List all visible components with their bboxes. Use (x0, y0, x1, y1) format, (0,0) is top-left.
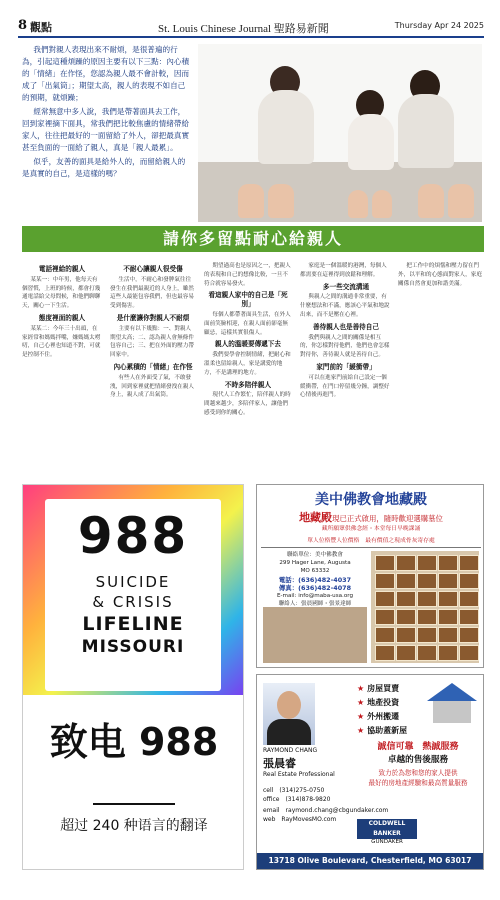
subhead: 不時多陪伴親人 (224, 380, 272, 389)
photo-feet (448, 184, 474, 218)
body-text: 每個人都帶著面具生活，在外人面前笑臉相迎，在親人面前卻毫無顧忌，這樣其實很傷人。 (204, 311, 291, 336)
article-column (110, 262, 196, 468)
temple-line: 單人位格豐人位價格 最有價值之現成骨灰寄存處 (307, 538, 435, 544)
subhead: 親人的溫暖要傳遞下去 (215, 340, 281, 349)
article-column (22, 262, 102, 468)
page-number: 8 (18, 18, 28, 33)
photo-feet (238, 184, 264, 218)
issue-date: Thursday Apr 24 2025 (394, 21, 484, 30)
intro-text (22, 44, 192, 182)
temple-line: 藏所願眾供佛念經・本堂每日早晚課誦 (321, 526, 421, 532)
niche-cell (396, 555, 416, 571)
photo-parent-body (258, 90, 314, 164)
niche-cell (459, 609, 479, 625)
niche-cell (417, 627, 437, 643)
niche-cell (375, 591, 395, 607)
ad-line: SUICIDE (95, 573, 171, 591)
niche-wall-photo (371, 551, 479, 663)
body-text: 現代人工作繁忙，陪伴親人的時間越來越少，多陪伴家人，讓他們感受到你的關心。 (204, 392, 291, 416)
realty-ad[interactable] (256, 674, 484, 870)
agent-photo (263, 683, 315, 745)
body-text: 生活中，不耐心和發脾氣往往發生在我們最親近的人身上，雖然這些人最能包容我們，但也最容易受到傷害。 (110, 276, 194, 310)
publication-name: St. Louis Chinese Journal 聖路易新聞 (158, 23, 329, 35)
photo-feet (418, 184, 444, 218)
niche-cell (396, 573, 416, 589)
body-text: 某某一：中年男，他每天有個習慣，上班的時候，都會打幾通電話給父母問候，和他們聊聊天，關心一下生活。 (22, 276, 101, 310)
niche-cell (375, 573, 395, 589)
article-column (204, 262, 292, 468)
photo-child-body (348, 114, 394, 170)
niche-cell (417, 609, 437, 625)
article-column (300, 262, 392, 468)
ad-divider (93, 775, 175, 805)
realty-tagline: 卓越的售後服務 (387, 755, 449, 765)
realty-service: ★ 協助蓋新屋 (357, 726, 408, 735)
niche-cell (438, 555, 458, 571)
agent-name-en: RAYMOND CHANG (263, 747, 318, 754)
body-text: 某某二：今年三十出頭，在家經常和媽媽拌嘴，嫌媽媽太嘮叨，自己心裡也知道不對，可就是控制不住。 (22, 325, 101, 359)
niche-cell (417, 555, 437, 571)
headline: 請你多留點耐心給親人 (162, 229, 343, 248)
agent-name-cn: 張晨睿 (263, 757, 296, 770)
temple-contact (263, 551, 367, 608)
niche-cell (375, 609, 395, 625)
realty-address: 13718 Olive Boulevard, Chesterfield, MO 63017 (257, 853, 483, 869)
temple-phone[interactable]: 電話：(636)482-4037 (278, 575, 352, 584)
realty-desc: 致力於為您和您的家人提供 (378, 769, 458, 777)
niche-cell (417, 645, 437, 661)
realty-service: ★ 地產投資 (357, 698, 400, 707)
niche-cell (438, 591, 458, 607)
agent-email[interactable]: email raymond.chang@cbgundaker.com (263, 807, 389, 814)
subhead: 不耐心讓親人很受傷 (123, 265, 183, 273)
subhead: 看這親人家中的自己是「死別」 (208, 291, 288, 309)
ad-number: 988 (77, 507, 189, 565)
niche-cell (396, 609, 416, 625)
ad-line: LIFELINE (82, 613, 184, 635)
temple-contact-person: 聯絡人：張晨國師・張景達師 (278, 601, 352, 608)
family-photo (198, 44, 482, 222)
temple-divider (261, 547, 481, 548)
star-icon: ★ (357, 698, 365, 707)
ad-subtitle: 超过 240 种语言的翻译 (60, 818, 208, 834)
niche-cell (438, 573, 458, 589)
agent-office[interactable]: office (314)878-9820 (263, 796, 331, 803)
temple-address: MO 63332 (300, 568, 330, 575)
subhead: 電話裡給的親人 (38, 265, 86, 273)
subhead: 家門前的「緩衝帶」 (316, 362, 376, 371)
ad-line: & CRISIS (92, 593, 174, 611)
niche-cell (459, 645, 479, 661)
article-column (398, 262, 484, 468)
agent-web[interactable]: web RayMovesMO.com (263, 816, 337, 823)
niche-cell (438, 645, 458, 661)
temple-hall-name: 地藏殿 (299, 511, 333, 524)
article-columns (22, 262, 484, 468)
body-text: 期望過高也是原因之一，把親人的表現和自己的想像比較，一旦不符合就容易發火。 (204, 263, 291, 287)
intro-paragraph: 經常無意中多人說，我們是帶著面具去工作，回到家裡摘下面具，常我們把比較焦慮的情緒帶給家人，往往把最好的一面留給了外人，卻把最真實甚至負面的一面給了親人，真是「親人最累」。 (22, 107, 190, 152)
niche-cell (459, 573, 479, 589)
body-text: 把工作中的煩惱和壓力留在門外，以平和的心態面對家人，家庭關係自然會更加和諧美滿。 (398, 263, 482, 287)
brokerage-logo: COLDWELL BANKER (357, 819, 417, 839)
agent-cell[interactable]: cell (314)275-0750 (263, 787, 325, 794)
temple-address: 299 Hager Lane, Augusta (279, 560, 351, 567)
temple-org: 聯絡單位：美中佛教會 (287, 552, 343, 558)
body-text: 我們要學會控制情緒，把耐心和溫柔也留給親人，家是講愛的地方，不是講理的地方。 (204, 352, 291, 376)
photo-feet (372, 190, 392, 218)
intro-paragraph: 似乎，友善的面具是給外人的，而留給親人的是真實的自己，是這樣的嗎？ (22, 157, 186, 178)
niche-cell (375, 627, 395, 643)
subhead: 內心累積的「情緒」在作怪 (113, 362, 193, 371)
temple-email[interactable]: E-mail: info@maba-usa.org (277, 593, 353, 600)
body-text: 我們與親人之間的關係是相互的，你怎樣對待他們，他們也會怎樣對待你，善待親人就是善待自己。 (300, 334, 390, 359)
temple-line-rest: 現已正式啟用，隨時歡迎選購墓位 (332, 514, 443, 523)
body-text: 家庭是一個溫暖的港灣，每個人都需要在這裡得到放鬆和理解。 (300, 263, 387, 278)
star-icon: ★ (357, 684, 365, 693)
niche-cell (396, 627, 416, 643)
niche-cell (375, 645, 395, 661)
realty-desc: 最好的房地產經驗和最高質量服務 (368, 779, 468, 787)
star-icon: ★ (357, 712, 365, 721)
body-text: 可以在進家門前給自己設定一個緩衝帶，在門口停留幾分鐘，調整好心情後再進門。 (300, 374, 390, 399)
page-header (18, 18, 484, 38)
temple-ad[interactable] (256, 484, 484, 668)
brokerage-sub: GUNDAKER (371, 839, 403, 845)
niche-cell (396, 645, 416, 661)
ad-line: MISSOURI (81, 637, 185, 657)
hall-photo (263, 607, 367, 663)
realty-service: ★ 外州搬遷 (357, 712, 400, 721)
body-text: 有些人在外面受了氣，不敢發洩，回到家裡就把情緒發洩在親人身上，親人成了出氣筒。 (110, 374, 194, 399)
niche-cell (417, 573, 437, 589)
niche-cell (417, 591, 437, 607)
niche-cell (459, 591, 479, 607)
niche-cell (438, 627, 458, 643)
section-name: 觀點 (30, 21, 52, 34)
niche-cell (396, 591, 416, 607)
star-icon: ★ (357, 726, 365, 735)
agent-title: Real Estate Professional (263, 771, 335, 778)
photo-feet (348, 190, 368, 218)
house-icon (427, 683, 477, 725)
temple-fax: 傳真：(636)482-4078 (278, 583, 352, 592)
subhead: 態度裡面的親人 (38, 313, 86, 322)
realty-slogan: 誠信可靠 熱誠服務 (377, 742, 459, 752)
niche-cell (459, 555, 479, 571)
niche-cell (438, 609, 458, 625)
photo-parent-body (398, 94, 454, 168)
intro-paragraph: 我們對親人表現出來不耐煩，是很普遍的行為，引起這種煩躁的原因主要有以下三點：內心積的「情緒」在作怪，您認為親人最不會計較，因而成了「出氣筒」；期望太高，親人的表現不如自己的預期，就煩躁； (22, 45, 190, 102)
ad-call-text: 致电 988 (49, 720, 219, 764)
niche-cell (459, 627, 479, 643)
body-text: 主要有以下幾點：一、對親人期望太高；二、認為親人會無條件包容自己；三、把在外面的壓力帶回家中。 (110, 325, 194, 359)
headline-banner (22, 226, 484, 252)
temple-title: 美中佛教會地藏殿 (315, 492, 427, 508)
photo-feet (268, 184, 294, 218)
subhead: 是什麼讓你對親人不耐煩 (116, 313, 190, 322)
subhead: 善待親人也是善待自己 (313, 322, 379, 331)
niche-cell (375, 555, 395, 571)
subhead: 多一些交流溝通 (322, 282, 370, 291)
body-text: 與親人之間的溝通非常重要，有什麼想法和不滿，應該心平氣和地說出來，而不是壓在心裡。 (300, 294, 390, 318)
realty-service: ★ 房屋買賣 (357, 684, 400, 693)
lifeline-ad[interactable] (22, 484, 244, 870)
